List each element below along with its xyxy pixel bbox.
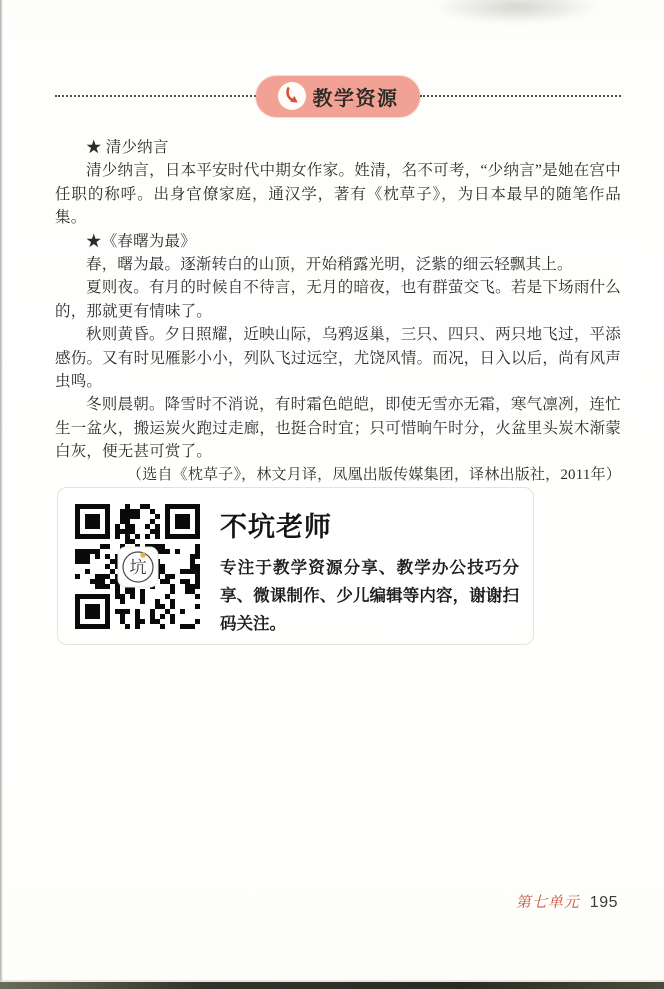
section-banner bbox=[55, 75, 621, 117]
banner-label: 教学资源 bbox=[312, 87, 399, 110]
qr-card-description: 专注于教学资源分享、教学办公技巧分享、微课制作、少儿编辑等内容，谢谢扫码关注。 bbox=[220, 559, 519, 633]
scan-edge-left bbox=[0, 0, 3, 989]
qr-code bbox=[75, 501, 201, 633]
article-paragraph: 春，曙为最。逐渐转白的山顶，开始稍露光明，泛紫的细云轻飘其上。 bbox=[86, 256, 573, 274]
qr-promo-card bbox=[57, 487, 534, 645]
dotted-divider-left bbox=[55, 95, 256, 97]
unit-label: 第七单元 bbox=[515, 895, 580, 911]
page-number: 195 bbox=[589, 894, 618, 911]
scan-edge-bottom bbox=[0, 982, 664, 989]
article-paragraph: 清少纳言，日本平安时代中期女作家。姓清，名不可考，“少纳言”是她在宫中任职的称呼。出身官僚家庭，通汉学，著有《枕草子》，为日本最早的随笔作品集。 bbox=[55, 162, 621, 227]
scan-smudge bbox=[432, 0, 602, 24]
article-paragraph: 秋则黄昏。夕日照耀，近映山际，乌鸦返巢，三只、四只、两只地飞过，平添感伤。又有时见雁影小小，列队飞过远空，尤饶风情。而况，日入以后，尚有风声虫鸣。 bbox=[55, 326, 621, 391]
article-paragraph: 冬则晨朝。降雪时不消说，有时霜色皑皑，即使无雪亦无霜，寒气凛冽，连忙生一盆火，搬运炭火跑过走廊，也挺合时宜；只可惜晌午时分，火盆里头炭木渐蒙白灰，便无甚可赏了。 bbox=[55, 396, 621, 461]
svg-text:坑: 坑 bbox=[129, 558, 147, 577]
source-citation: （选自《枕草子》，林文月译，凤凰出版传媒集团，译林出版社，2011年） bbox=[127, 466, 621, 483]
teaching-resources-pill bbox=[256, 76, 420, 117]
dotted-divider-right bbox=[420, 95, 621, 97]
article-paragraph: 夏则夜。有月的时候自不待言，无月的暗夜，也有群萤交飞。若是下场雨什么的，那就更有情味了。 bbox=[55, 279, 621, 320]
article-body bbox=[55, 136, 621, 487]
article-heading: ★《春曙为最》 bbox=[86, 232, 196, 250]
download-arrow-icon bbox=[278, 82, 306, 110]
page-footer bbox=[516, 891, 618, 912]
qr-card-title: 不坑老师 bbox=[220, 512, 332, 542]
article-heading: ★ 清少纳言 bbox=[86, 139, 169, 156]
